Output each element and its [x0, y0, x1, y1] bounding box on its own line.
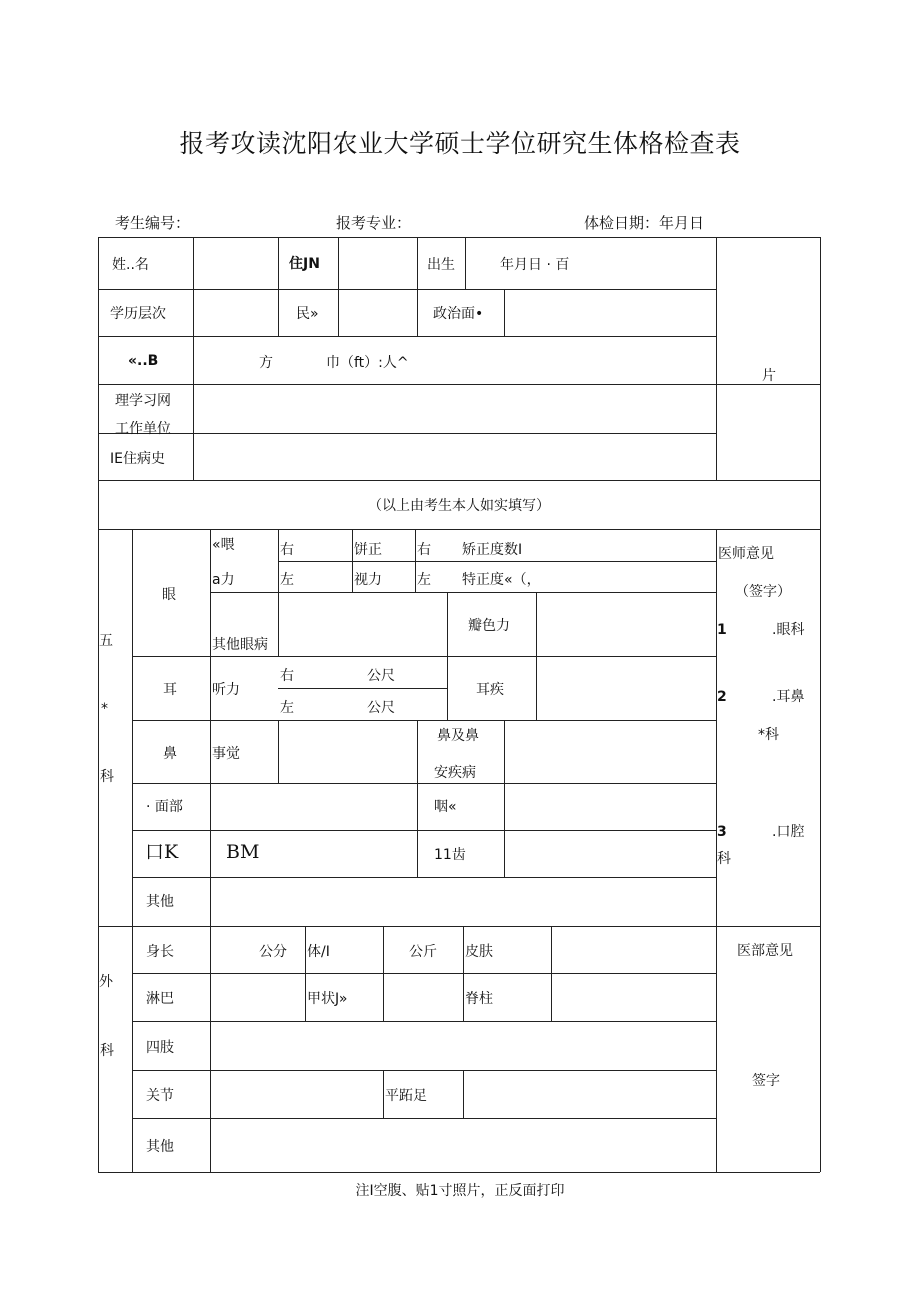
footer-note: 注I空腹、贴1寸照片，正反面打印: [355, 1183, 565, 1199]
mouth-label: 口K: [145, 841, 179, 863]
major-label: 报考专业：: [336, 214, 412, 232]
hearing-right: 右: [280, 668, 294, 684]
naked-label: 饼正: [354, 542, 382, 558]
throat-label: 咽«: [434, 799, 457, 815]
corrected-right-side: 右: [417, 542, 431, 558]
eye-right: 右: [280, 542, 294, 558]
row3-value-a: 方: [259, 355, 273, 371]
waike-signature-label: 签字: [752, 1073, 780, 1089]
corrected-right-label: 矫正度数I: [462, 542, 523, 558]
hearing-right-unit: 公尺: [367, 668, 395, 684]
joint-label: 关节: [146, 1088, 174, 1104]
ethnicity-label: 民»: [296, 306, 319, 322]
item-3-label-2: 科: [717, 851, 731, 867]
exam-no-label: 考生编号：: [115, 214, 191, 232]
section-wuguan-2: *: [101, 701, 108, 717]
row3-value-b: 巾（ft）:人^: [326, 355, 409, 371]
corrected-left-side: 左: [417, 572, 431, 588]
other-eye-label: 其他眼病: [212, 637, 268, 653]
eye-vision-label-1: «喂: [212, 537, 235, 553]
section-wuguan-1: 五: [99, 633, 113, 649]
item-1-number: 1: [717, 622, 727, 638]
ear-label: 耳: [163, 682, 177, 698]
hearing-left: 左: [280, 700, 294, 716]
birth-label: 出生: [427, 257, 455, 273]
item-1-label: .眼科: [772, 622, 805, 638]
doctor-signature-label: （签字）: [735, 584, 791, 600]
item-3-label: .口腔: [772, 824, 805, 840]
row3-label: «..B: [128, 353, 159, 369]
work-label-2: 工作单位: [115, 421, 171, 437]
color-vision-label: 瓣色力: [468, 618, 510, 634]
eye-vision-label-2: a力: [212, 572, 235, 588]
sinus-label-2: 安疾病: [434, 765, 476, 781]
history-label: IE住病史: [110, 451, 165, 467]
political-label: 政治面•: [433, 306, 484, 322]
photo-label: 片: [762, 368, 776, 384]
section-wuguan-3: 科: [100, 769, 114, 785]
exam-date-label: 体检日期：年月日: [584, 214, 705, 232]
item-2-number: 2: [717, 689, 727, 705]
work-label-1: 理学习网: [115, 393, 171, 409]
name-label: 姓..名: [112, 257, 149, 273]
thyroid-label: 甲状J»: [307, 991, 348, 1007]
weight-label: 体/I: [307, 944, 330, 960]
skin-label: 皮肤: [465, 944, 493, 960]
doctor-opinion-label: 医师意见: [718, 546, 774, 562]
corrected-vision-label: 视力: [354, 572, 382, 588]
self-fill-note: （以上由考生本人如实填写）: [368, 498, 550, 514]
education-label: 学历层次: [110, 306, 166, 322]
eye-left: 左: [280, 572, 294, 588]
nose-label: 鼻: [163, 746, 177, 762]
gender-label: 住JN: [289, 256, 320, 272]
sinus-label-1: 鼻及鼻: [437, 728, 479, 744]
ear-disease-label: 耳疾: [476, 682, 504, 698]
spine-label: 脊柱: [465, 991, 493, 1007]
item-2-label: .耳鼻: [772, 689, 805, 705]
item-2-label-2: *科: [758, 727, 779, 743]
waike-opinion-label: 医部意见: [737, 943, 793, 959]
waike-other-label: 其他: [146, 1139, 174, 1155]
section-waike-2: 科: [100, 1043, 114, 1059]
corrected-left-label: 特正度«（，: [462, 572, 541, 588]
limbs-label: 四肢: [146, 1040, 174, 1056]
mouth-value: BM: [226, 841, 260, 863]
page-title: 报考攻读沈阳农业大学硕士学位研究生体格检查表: [179, 129, 741, 158]
hearing-label: 听力: [212, 682, 240, 698]
eye-label: 眼: [162, 587, 176, 603]
wuguan-other-label: 其他: [146, 894, 174, 910]
flatfoot-label: 平跖足: [385, 1088, 427, 1104]
section-waike-1: 外: [99, 974, 113, 990]
item-3-number: 3: [717, 824, 727, 840]
lymph-label: 淋巴: [146, 991, 174, 1007]
teeth-label: 11齿: [434, 847, 466, 863]
weight-unit: 公斤: [409, 944, 437, 960]
height-unit: 公分: [259, 944, 287, 960]
smell-label: 事觉: [212, 746, 240, 762]
hearing-left-unit: 公尺: [367, 700, 395, 716]
birth-value: 年月日 · 百: [500, 257, 570, 273]
height-label: 身长: [146, 944, 174, 960]
face-label: · 面部: [146, 799, 183, 815]
